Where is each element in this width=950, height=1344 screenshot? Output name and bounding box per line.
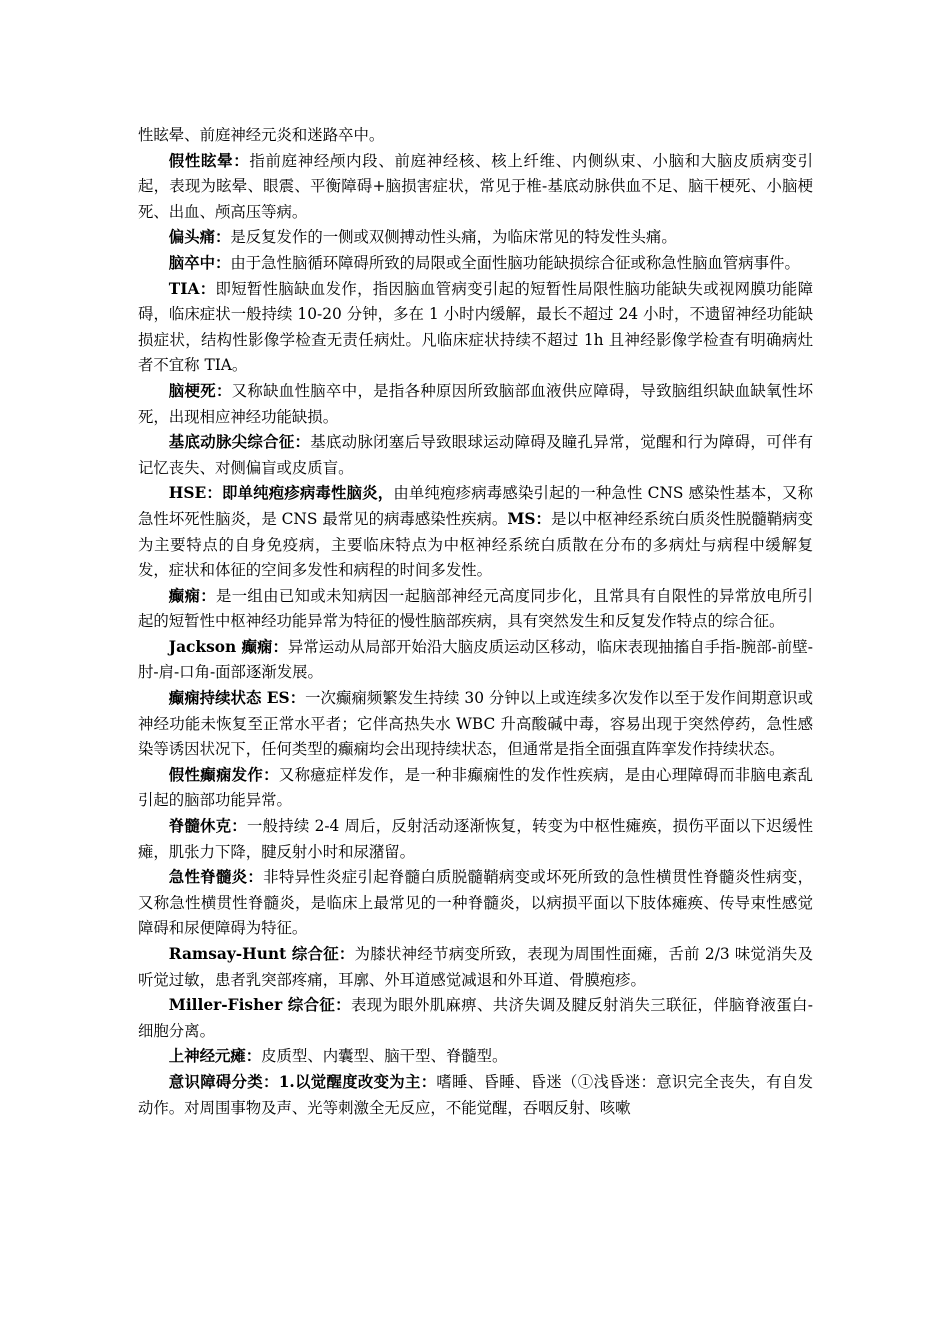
paragraph-text: 基底动脉闭塞后导致眼球运动障碍及瞳孔异常，觉醒和行为障碍，可伴有记忆丧失、对侧偏盲或皮质盲。 (138, 433, 813, 477)
paragraph-text: 又称缺血性脑卒中，是指各种原因所致脑部血液供应障碍，导致脑组织缺血缺氧性坏死，出现相应神经功能缺损。 (138, 381, 813, 426)
paragraph-term: Miller-Fisher 综合征： (168, 996, 351, 1015)
paragraph-pseudo-vertigo (138, 149, 813, 226)
paragraph-text: 指前庭神经颅内段、前庭神经核、核上纤维、内侧纵束、小脑和大脑皮质病变引起，表现为眩晕、眼震、平衡障碍+脑损害症状，常见于椎-基底动脉供血不足、脑干梗死、小脑梗死、出血、颅高压等病。 (138, 151, 813, 221)
paragraph-text: 由于急性脑循环障碍所致的局限或全面性脑功能缺损综合征或称急性脑血管病事件。 (230, 253, 800, 272)
paragraph-term: 假性眩晕： (168, 151, 250, 170)
paragraph-status-epilepticus (138, 686, 813, 763)
paragraph-epilepsy (138, 584, 813, 635)
paragraph-hse-ms (138, 481, 813, 583)
paragraph-top-of-basilar-syndrome (138, 430, 813, 481)
paragraph-term: 假性癫痫发作： (168, 765, 279, 784)
paragraph-term: 脑卒中： (168, 253, 231, 272)
paragraph-text: 一般持续 2-4 周后，反射活动逐渐恢复，转变为中枢性瘫痪，损伤平面以下迟缓性瘫，肌张力下降，腱反射小时和尿潴留。 (138, 817, 813, 861)
paragraph-vertigo-continuation (138, 123, 813, 149)
paragraph-term: 急性脊髓炎： (168, 868, 264, 887)
paragraph-term: Jackson 癫痫： (168, 637, 288, 656)
paragraph-term-secondary: MS： (507, 509, 551, 528)
paragraph-text: 又称癔症样发作，是一种非癫痫性的发作性疾病，是由心理障碍而非脑电紊乱引起的脑部功能异常。 (138, 765, 813, 810)
paragraph-text: 性眩晕、前庭神经元炎和迷路卒中。 (138, 126, 385, 144)
paragraph-text: 非特异性炎症引起脊髓白质脱髓鞘病变或坏死所致的急性横贯性脊髓炎性病变，又称急性横贯性脊髓炎，是临床上最常见的一种脊髓炎，以病损平面以下肢体瘫痪、传导束性感觉障碍和尿便障碍为特征。 (138, 868, 813, 938)
paragraph-term: 上神经元瘫： (168, 1047, 262, 1066)
paragraph-upper-motor-neuron-palsy (138, 1044, 813, 1070)
paragraph-text: 为膝状神经节病变所致，表现为周围性面瘫，舌前 2/3 味觉消失及听觉过敏，患者乳突部疼痛，耳廓、外耳道感觉减退和外耳道、骨膜疱疹。 (138, 945, 813, 989)
paragraph-term: 脑梗死： (168, 381, 232, 400)
paragraph-text: 皮质型、内囊型、脑干型、脊髓型。 (261, 1047, 508, 1066)
paragraph-text: 即短暂性脑缺血发作，指因脑血管病变引起的短暂性局限性脑功能缺失或视网膜功能障碍，临床症状一般持续 10-20 分钟，多在 1 小时内缓解，最长不超过 24 小时，不遗留神经功能缺损症状，结构性影像学检查无责任病灶。凡临床症状持续不超过 1h 且神经影像学检查有明确病灶者不宜称 TIA。 (138, 279, 813, 375)
paragraph-term: 基底动脉尖综合征： (168, 433, 311, 452)
paragraph-miller-fisher (138, 993, 813, 1044)
paragraph-text-secondary: 是以中枢神经系统白质炎性脱髓鞘病变为主要特点的自身免疫病，主要临床特点为中枢神经系统白质散在分布的多病灶与病程中缓解复发，症状和体征的空间多发性和病程的时间多发性。 (138, 509, 813, 580)
paragraph-tia (138, 277, 813, 379)
paragraph-text: 一次癫痫频繁发生持续 30 分钟以上或连续多次发作以至于发作间期意识或神经功能未恢复至正常水平者；它伴高热失水 WBC 升高酸碱中毒，容易出现于突然停药，急性感染等诱因状况下，任何类型的癫痫均会出现持续状态，但通常是指全面强直阵挛发作持续状态。 (138, 689, 813, 759)
paragraph-stroke (138, 251, 813, 277)
paragraph-acute-myelitis (138, 865, 813, 942)
paragraph-jackson-epilepsy (138, 635, 813, 686)
paragraph-text: 是反复发作的一侧或双侧搏动性头痛，为临床常见的特发性头痛。 (230, 228, 677, 247)
paragraph-term: 癫痫： (168, 586, 216, 605)
paragraph-term: Ramsay-Hunt 综合征： (168, 945, 355, 963)
paragraph-text: 由单纯疱疹病毒感染引起的一种急性 CNS 感染性基本，又称急性坏死性脑炎，是 CNS 最常见的病毒感染性疾病。 (138, 484, 813, 528)
paragraph-text: 表现为眼外肌麻痹、共济失调及腱反射消失三联征，伴脑脊液蛋白-细胞分离。 (138, 996, 813, 1040)
paragraph-text: 异常运动从局部开始沿大脑皮质运动区移动，临床表现抽搐自手指-腕部-前壁-肘-肩-口角-面部逐渐发展。 (138, 637, 813, 682)
paragraph-pseudo-seizure (138, 763, 813, 814)
paragraph-consciousness-disorder (138, 1070, 813, 1121)
paragraph-term: 脊髓休克： (168, 817, 247, 836)
paragraph-text: 嗜睡、昏睡、昏迷（①浅昏迷：意识完全丧失，有自发动作。对周围事物及声、光等刺激全无反应，不能觉醒，吞咽反射、咳嗽 (138, 1072, 813, 1117)
paragraph-migraine (138, 225, 813, 251)
paragraph-spinal-shock (138, 814, 813, 865)
paragraph-cerebral-infarction (138, 379, 813, 430)
paragraph-text: 是一组由已知或未知病因一起脑部神经元高度同步化，且常具有自限性的异常放电所引起的短暂性中枢神经功能异常为特征的慢性脑部疾病，具有突然发生和反复发作特点的综合征。 (138, 586, 813, 631)
paragraph-ramsay-hunt (138, 942, 813, 993)
paragraph-term: 意识障碍分类：1.以觉醒度改变为主： (168, 1072, 437, 1091)
document-body (138, 123, 813, 1121)
paragraph-term: TIA： (168, 279, 216, 298)
paragraph-term: 癫痫持续状态 ES： (168, 689, 306, 708)
paragraph-term: HSE：即单纯疱疹病毒性脑炎， (168, 484, 394, 503)
paragraph-term: 偏头痛： (168, 228, 231, 247)
